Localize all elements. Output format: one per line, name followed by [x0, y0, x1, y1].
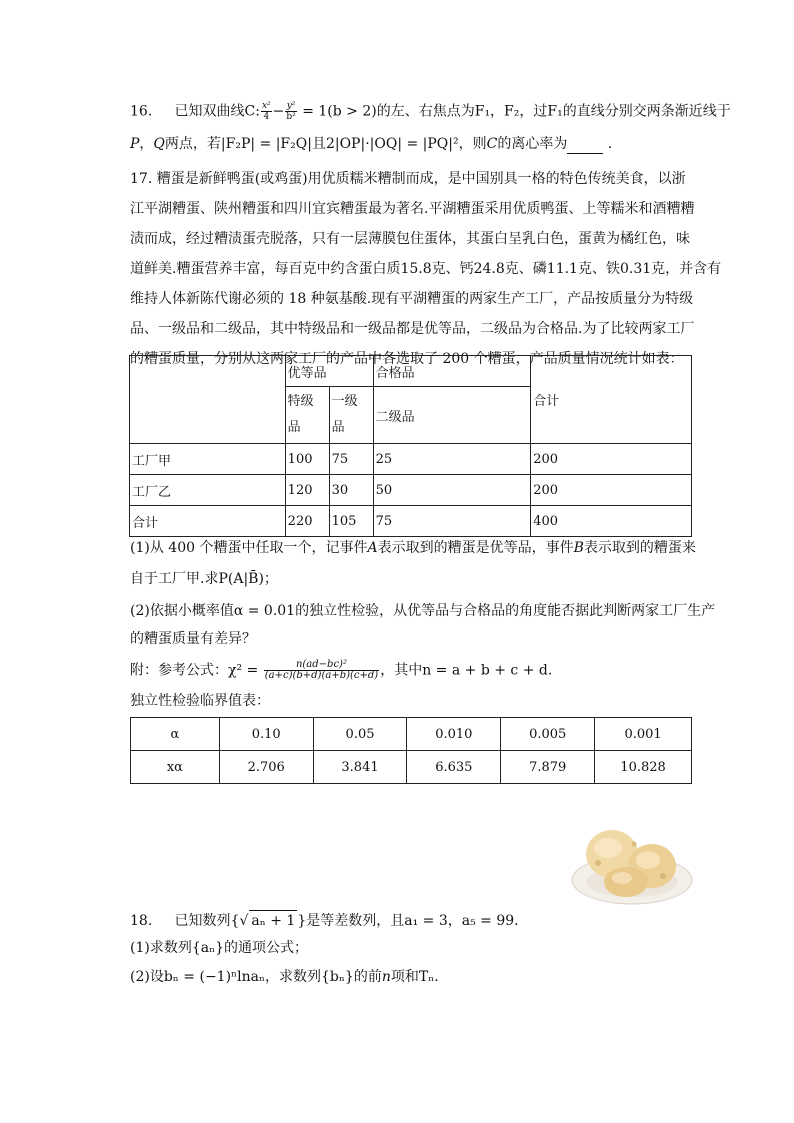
q18-line-1: 18. 已知数列{√ aₙ + 1 }是等差数列，且a₁ = 3，a₅ = 99.: [130, 910, 519, 931]
header-second-grade: 二级品: [373, 387, 531, 444]
q16-fraction-x: $\frac{\text{x²}}{4}$: [261, 101, 271, 122]
table-corner-cell: [130, 356, 286, 444]
table-row: xα 2.706 3.841 6.635 7.879 10.828: [131, 751, 692, 784]
header-total: 合计: [531, 356, 692, 444]
q17-paragraph: 17. 糟蛋是新鲜鸭蛋(或鸡蛋)用优质糯米糟制而成，是中国别具一格的特色传统美食，以浙 江平湖糟蛋、陕州糟蛋和四川宜宾糟蛋最为著名.平湖糟蛋采用优质鸭蛋、上等糯米和酒糟糟 渍而成，经过糟渍蛋壳脱落，只有一层薄膜包住蛋体，其蛋白呈乳白色，蛋黄为橘红色，味 道鲜美.糟蛋营养丰富，每百克中约含蛋白质15.8克、钙24.8克、磷11.1克、铁0.31克，并含有 维持人体新陈代谢必须的 18 种氨基酸.现有平湖糟蛋的两家生产工厂，产品按质量分为特级 品、一级品和二级品，其中特级品和一级品都是优等品，二级品为合格品.为了比较两家工厂 的糟蛋质量，分别从这两家工厂的产品中各选取了 200 个糟蛋，产品质量情况统计如表：: [130, 171, 722, 367]
q17-part1-line2: 自于工厂甲.求P(A|B̄)；: [130, 571, 278, 587]
table-row: 工厂甲 100 75 25 200: [130, 444, 692, 475]
q16-line-2: P，Q两点，若|F₂P| = |F₂Q|且2|OP|·|OQ| = |PQ|²，则C的离心率为 .: [130, 136, 613, 152]
q17-part2-line2: 的糟蛋质量有差异？: [130, 631, 256, 647]
header-excellent: 优等品: [285, 356, 373, 387]
preserved-egg-dessert-image: [568, 808, 696, 908]
reference-formula: 附：参考公式：χ² = $\frac{\text{n(ad−bc)²}}{(a+c)(b+d)(a+b)(c+d)}$ ，其中n = a + b + c + d.: [130, 659, 553, 681]
header-qualified: 合格品: [373, 356, 531, 387]
table-row: α 0.10 0.05 0.010 0.005 0.001: [131, 718, 692, 751]
header-first-grade: 一级品: [329, 387, 373, 444]
q17-part2-line1: (2)依据小概率值α = 0.01的独立性检验，从优等品与合格品的角度能否据此判断两家工厂生产: [130, 603, 716, 619]
table-row: 合计 220 105 75 400: [130, 506, 692, 537]
q18-part1: (1)求数列{aₙ}的通项公式；: [130, 940, 309, 956]
q18-part2: (2)设bₙ = (−1)ⁿlnaₙ，求数列{bₙ}的前n项和Tₙ.: [130, 969, 439, 985]
table-row: 工厂乙 120 30 50 200: [130, 475, 692, 506]
chi-square-fraction: $\frac{\text{n(ad−bc)²}}{(a+c)(b+d)(a+b)(c+d)}$: [264, 659, 379, 681]
critical-value-table: [130, 717, 692, 784]
header-special-grade: 特级品: [285, 387, 329, 444]
q16-fraction-y: $\frac{\text{y²}}{\text{b²}}$: [286, 101, 296, 122]
critical-table-title: 独立性检验临界值表：: [130, 693, 270, 709]
quality-table: [129, 355, 692, 537]
q16-line-1: 16. 已知双曲线C: $\frac{\text{x²}}{4}$ − $\frac{\text{y²}}{\text{b²}}$ = 1(b > 2)的左、右焦点为F₁，F₂，过F₁的直线分别交两条渐近线于: [130, 101, 731, 122]
answer-blank: [567, 139, 603, 154]
q17-part1-line1: (1)从 400 个糟蛋中任取一个，记事件A表示取到的糟蛋是优等品，事件B表示取到的糟蛋来: [130, 540, 696, 556]
